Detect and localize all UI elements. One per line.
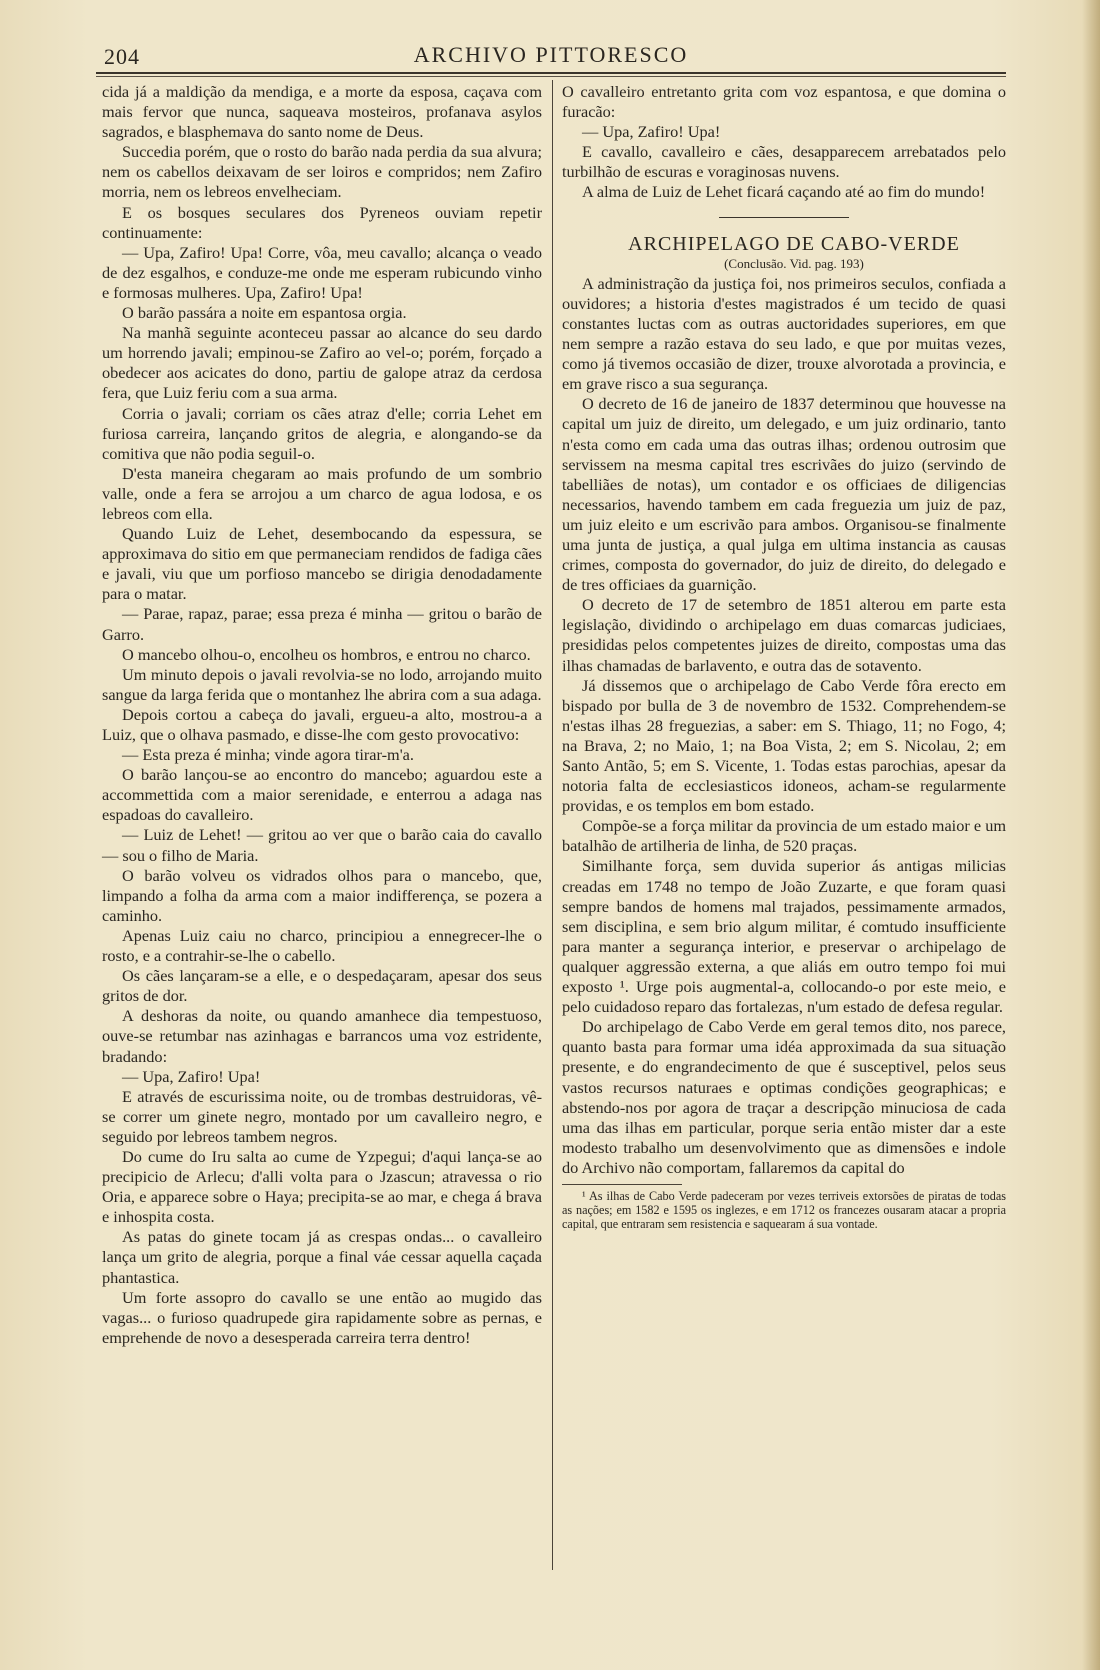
paragraph: — Parae, rapaz, parae; essa preza é minha — gritou o barão de Garro. [102,604,542,644]
paragraph: — Upa, Zafiro! Upa! [122,1066,261,1086]
paragraph: D'esta maneira chegaram ao mais profundo de um sombrio valle, onde a fera se arrojou a um charco de agua lodosa, e os lebreos com ella. [102,463,542,523]
paragraph: Do cume do Iru salta ao cume de Yzpegui; d'aqui lança-se ao precipicio de Arlecu; d'alli volta para o Jzascun; atravessa o rio Oria, e apparece sobre o Haya; precipita-se ao mar, e chega á brava e inhospita costa. [102,1146,542,1227]
paragraph: Quando Luiz de Lehet, desembocando da espessura, se approximava do sitio em que permaneciam rendidos de fadiga cães e javali, viu que um porfioso mancebo se dirigia denodadamente para o matar. [102,524,542,604]
paragraph: Um forte assopro do cavallo se une então ao mugido das vagas... o furioso quadrupede gira rapidamente sobre as pernas, e emprehende de novo a desesperada carreira terra dentro! [102,1287,542,1347]
footnote: ¹ As ilhas de Cabo Verde padeceram por vezes terriveis extorsões de piratas de todas as nações; em 1582 e 1595 os inglezes, e em 1712 os francezes ousaram atacar a propria capital, que entraram sem resistencia e saquearam á sua vontade. [562,1188,1006,1231]
header-rule-thin [96,76,1006,77]
section-divider [719,217,849,218]
paragraph: O decreto de 17 de setembro de 1851 alterou em parte esta legislação, dividindo o archipelago em duas comarcas judiciaes, presididas pelos competentes juizes de direito, compostas uma das ilhas chamadas de barlavento, e outra das de sotavento. [562,595,1006,675]
paragraph: cida já a maldição da mendiga, e a morte da esposa, caçava com mais fervor que nunca, saqueava mosteiros, profanava asylos sagrados, e blasphemava do santo nome de Deus. [102,82,542,142]
section-title: ARCHIPELAGO DE CABO-VERDE [628,232,960,255]
paragraph: Apenas Luiz caiu no charco, principiou a ennegrecer-lhe o rosto, e a contrahir-se-lhe o cabello. [102,925,542,966]
footnote-rule [562,1184,682,1185]
column-divider [552,80,553,1570]
paragraph: As patas do ginete tocam já as crespas ondas... o cavalleiro lança um grito de alegria, porque a final váe cessar aquella caçada phantastica. [102,1227,542,1287]
paragraph: Corria o javali; corriam os cães atraz d'elle; corria Lehet em furiosa carreira, lançando gritos de alegria, e alongando-se da comitiva que não podia seguil-o. [102,403,542,463]
paragraph: Um minuto depois o javali revolvia-se no lodo, arrojando muito sangue da larga ferida que o montanhez lhe abrira com a sua adaga. [102,664,542,704]
paragraph: A deshoras da noite, ou quando amanhece dia tempestuoso, ouve-se retumbar nas azinhagas e barrancos uma voz estridente, bradando: [102,1006,542,1066]
paragraph: O barão volveu os vidrados olhos para o mancebo, que, limpando a folha da arma com a maior indifferença, se pozera a caminho. [102,865,542,925]
paragraph: O decreto de 16 de janeiro de 1837 determinou que houvesse na capital um juiz de direito, um delegado, e um juiz ordinario, tanto n'esta como em cada uma das outras ilhas; ordenou outrosim que servissem na mesma capital tres escrivães do juizo (servindo de tabelliães de notas), um contador e os officiaes de diligencias necessarios, havendo tambem em cada freguezia um juiz de paz, um juiz eleito e um escrivão para ambos. Organisou-se finalmente uma junta de justiça, a qual julga em ultima instancia as causas crimes, composta do governador, do juiz de direito, do delegado e de tres officiaes da guarnição. [562,394,1006,595]
running-title: ARCHIVO PITTORESCO [413,42,689,67]
paragraph: O barão passára a noite em espantosa orgia. [122,303,407,323]
paragraph: Succedia porém, que o rosto do barão nada perdia da sua alvura; nem os cabellos deixavam de ser loiros e compridos; nem Zafiro morria, nem os lebreos envelheciam. [102,142,542,202]
left-column [102,82,542,1348]
paragraph: Do archipelago de Cabo Verde em geral temos dito, nos parece, quanto basta para formar uma idéa approximada da sua situação presente, e do engrandecimento de que é susceptivel, pelos seus vastos recursos naturaes e optimas condições geographicas; e abstendo-nos por agora de traçar a descripção minuciosa de cada uma das ilhas em particular, porque seria então mister dar a este modesto trabalho um desenvolvimento que as dimensões e indole do Archivo não comportam, fallaremos da capital do [562,1017,1006,1177]
page-number: 204 [104,44,140,69]
page-edge-shadow [1082,0,1100,1670]
paragraph: O mancebo olhou-o, encolheu os hombros, e entrou no charco. [122,644,531,664]
paragraph: O barão lançou-se ao encontro do mancebo; aguardou este a accommettida com a maior serenidade, e enterrou a adaga nas espadoas do cavalleiro. [102,765,542,825]
paragraph: Na manhã seguinte aconteceu passar ao alcance do seu dardo um horrendo javali; empinou-se Zafiro ao vel-o; porém, forçado a obedecer aos acicates do dono, partiu de galope atraz da cerdosa fera, que Luiz feriu com a sua arma. [102,323,542,403]
paragraph: — Upa, Zafiro! Upa! [582,122,721,142]
paragraph: E através de escurissima noite, ou de trombas destruidoras, vê-se correr um ginete negro, montado por um cavalleiro negro, e seguido por lebreos tambem negros. [102,1086,542,1146]
paragraph: A alma de Luiz de Lehet ficará caçando até ao fim do mundo! [582,182,986,202]
right-column [562,82,1006,1231]
page-header [96,40,1006,70]
paragraph: Similhante força, sem duvida superior ás antigas milicias creadas em 1748 no tempo de João Zuzarte, e que foram quasi sempre bandos de homens mal trajados, pessimamente armados, sem disciplina, e sem brio algum militar, é comtudo insufficiente para manter a segurança interior, e preservar o archipelago de qualquer aggressão externa, a que aliás em outro tempo foi mui exposto ¹. Urge pois augmental-a, collocando-o por este meio, e pelo cuidadoso reparo das fortalezas, n'um estado de defesa regular. [562,856,1006,1017]
paragraph: — Upa, Zafiro! Upa! Corre, vôa, meu cavallo; alcança o veado de dez esgalhos, e conduze-me onde me esperam rubicundo vinho e formosas mulheres. Upa, Zafiro! Upa! [102,242,542,302]
section-subtitle: (Conclusão. Vid. pag. 193) [724,255,864,271]
paragraph: Os cães lançaram-se a elle, e o despedaçaram, apesar dos seus gritos de dor. [102,966,542,1006]
paragraph: Depois cortou a cabeça do javali, ergueu-a alto, mostrou-a a Luiz, que o olhava pasmado, e disse-lhe com gesto provocativo: [102,704,542,744]
paragraph: E cavallo, cavalleiro e cães, desapparecem arrebatados pelo turbilhão de escuras e voraginosas nuvens. [562,142,1006,182]
paragraph: Já dissemos que o archipelago de Cabo Verde fôra erecto em bispado por bulla de 3 de novembro de 1532. Comprehendem-se n'estas ilhas 28 freguezias, a saber: em S. Thiago, 11; no Fogo, 4; na Brava, 2; no Maio, 1; na Boa Vista, 2; em S. Nicolau, 2; em Santo Antão, 5; em S. Vicente, 1. Todas estas parochias, apesar da notoria falta de ecclesiasticos idoneos, acham-se regularmente providas, e os templos em bom estado. [562,675,1006,816]
paragraph: O cavalleiro entretanto grita com voz espantosa, e que domina o furacão: [562,82,1006,122]
header-rule [96,72,1006,74]
paragraph: Compõe-se a força militar da provincia de um estado maior e um batalhão de artilheria de linha, de 520 praças. [562,816,1006,856]
paragraph: A administração da justiça foi, nos primeiros seculos, confiada a ouvidores; a historia d'estes magistrados é um tecido de quasi constantes luctas com as outras auctoridades superiores, em que nem sempre a razão estava do seu lado, e que por muitas vezes, como já tivemos occasião de dizer, trouxe alvorotada a provincia, e em grave risco a sua segurança. [562,273,1006,394]
paragraph: — Luiz de Lehet! — gritou ao ver que o barão caia do cavallo — sou o filho de Maria. [102,825,542,865]
paragraph: E os bosques seculares dos Pyreneos ouviam repetir continuamente: [102,202,542,242]
paragraph: — Esta preza é minha; vinde agora tirar-m'a. [122,745,414,765]
